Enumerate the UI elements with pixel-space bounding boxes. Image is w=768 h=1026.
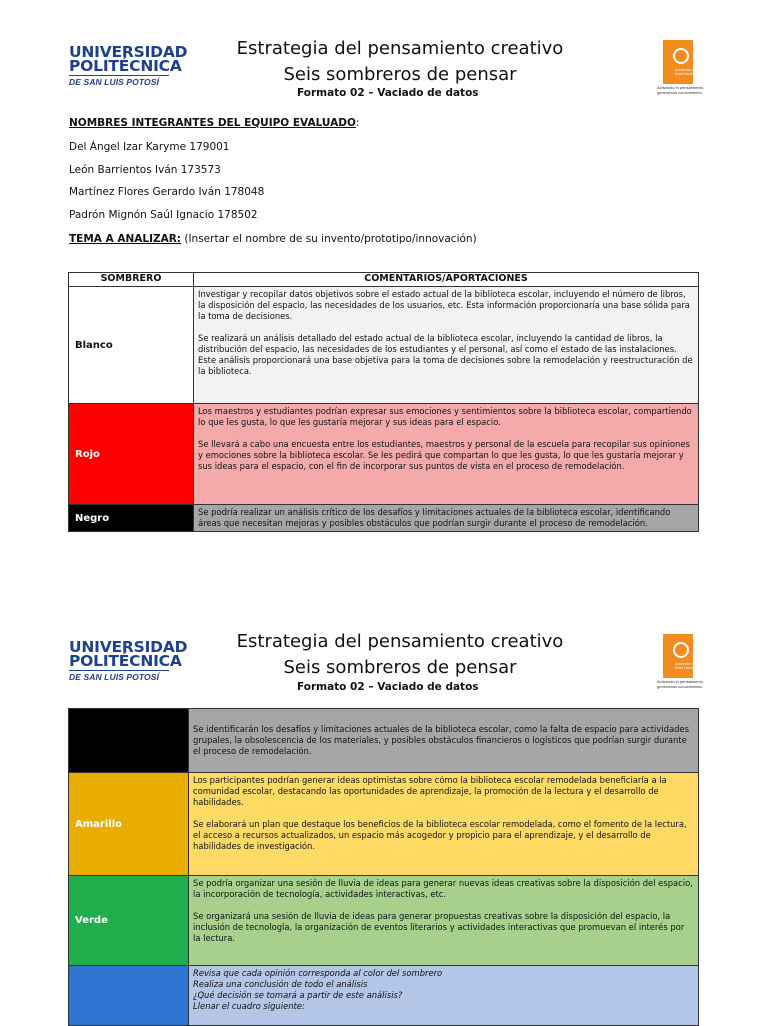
hat-red-comments xyxy=(194,404,699,505)
instruction-text: Revisa que cada opinión corresponda al color del sombrero xyxy=(193,968,443,978)
hat-yellow-comments xyxy=(189,773,699,876)
format-label: Formato 02 – Vaciado de datos xyxy=(297,681,479,693)
comment-text: Se podría realizar un análisis crítico de los desafíos y limitaciones actuales de la biblioteca escolar, identificando áreas que necesitan mejoras y posibles obstáculos que podrían surgir durante el proceso de remodelación. xyxy=(198,507,671,528)
page-subtitle: Seis sombreros de pensar xyxy=(283,657,517,678)
comment-text: Se llevará a cabo una encuesta entre los estudiantes, maestros y personal de la escuela para recopilar sus opiniones y emociones sobre la biblioteca escolar. Se les pedirá que compartan lo que les gusta, lo que les gustaría mejorar y sus ideas para el espacio, con el fin de incorporar sus puntos de vista en el proceso de remodelación. xyxy=(198,439,690,471)
comment-text: Se podría organizar una sesión de lluvia de ideas para generar nuevas ideas creativas sobre la disposición del espacio, la incorporación de tecnología, actividades interactivas, etc. xyxy=(193,878,693,899)
hat-black-label: Negro xyxy=(69,505,194,532)
academy-badge-text: Academia de Artes Diseño xyxy=(674,662,696,670)
team-member: Padrón Mignón Saúl Ignacio 178502 xyxy=(69,209,258,221)
university-line3: DE SAN LUIS POTOSÍ xyxy=(69,75,169,87)
page-2 xyxy=(0,596,768,1024)
table-row-blue xyxy=(69,966,699,1026)
page-title: Estrategia del pensamiento creativo xyxy=(236,631,564,652)
team-heading xyxy=(69,117,359,129)
team-member: Del Ángel Izar Karyme 179001 xyxy=(69,141,230,153)
hat-blue-comments xyxy=(189,966,699,1026)
comment-text: Los maestros y estudiantes podrían expresar sus emociones y sentimientos sobre la biblioteca escolar, compartiendo lo que les gusta, lo que les gustaría mejorar y sus ideas para el espacio. xyxy=(198,406,692,427)
university-line2: POLITÉCNICA xyxy=(69,652,182,670)
academy-caption: Activando el pensamiento, generamos conocimiento. xyxy=(657,679,704,689)
academy-badge xyxy=(663,40,696,84)
col-header-hat: SOMBRERO xyxy=(69,273,194,287)
hats-table-2 xyxy=(68,708,699,1026)
academy-badge-text: Academia de Artes Diseño xyxy=(674,68,696,76)
academy-caption: Activando el pensamiento, generamos conocimiento. xyxy=(657,85,704,95)
academy-badge xyxy=(663,634,696,678)
academy-logo xyxy=(657,634,707,694)
hat-white-label: Blanco xyxy=(69,287,194,404)
university-line1: UNIVERSIDAD xyxy=(69,638,188,656)
comment-text: Se realizará un análisis detallado del estado actual de la biblioteca escolar, incluyendo la cantidad de libros, la distribución del espacio, las necesidades de los estudiantes y el personal, así como el estado de las instalaciones. Este análisis proporcionará una base objetiva para la toma de decisiones sobre la remodelación y reestructuración de la biblioteca. xyxy=(198,333,693,376)
table-row-black xyxy=(69,505,699,532)
topic-value: (Insertar el nombre de su invento/prototipo/innovación) xyxy=(181,233,477,245)
hat-black-comments xyxy=(189,709,699,773)
table-row-black xyxy=(69,709,699,773)
table-row-red xyxy=(69,404,699,505)
table-row-white xyxy=(69,287,699,404)
comment-text: Se organizará una sesión de lluvia de ideas para generar propuestas creativas sobre la disposición del espacio, la inclusión de tecnología, la organización de eventos literarios y actividades interactivas que promuevan el interés por la lectura. xyxy=(193,911,685,943)
hat-green-label: Verde xyxy=(69,876,189,966)
hats-table-1 xyxy=(68,272,699,532)
instruction-text: Llenar el cuadro siguiente: xyxy=(193,1001,305,1011)
university-line2: POLITÉCNICA xyxy=(69,57,182,75)
comment-text: Se identificarán los desafíos y limitaciones actuales de la biblioteca escolar, como la falta de espacio para actividades grupales, la obsolescencia de los materiales, y posibles obstáculos financieros o logísticos que podrían surgir durante el proceso de remodelación. xyxy=(193,724,689,756)
topic-label: TEMA A ANALIZAR: xyxy=(69,233,182,245)
page-subtitle: Seis sombreros de pensar xyxy=(283,64,517,85)
hat-green-comments xyxy=(189,876,699,966)
team-heading-colon: : xyxy=(355,117,360,129)
table-header-row xyxy=(69,273,699,287)
sun-icon xyxy=(673,48,689,64)
sun-icon xyxy=(673,642,689,658)
team-heading-text: NOMBRES INTEGRANTES DEL EQUIPO EVALUADO xyxy=(69,117,356,129)
comment-text: Se elaborará un plan que destaque los beneficios de la biblioteca escolar remodelada, como el fomento de la lectura, el acceso a recursos actualizados, un espacio más acogedor y propicio para el aprendizaje, y el desarrollo de habilidades de investigación. xyxy=(193,819,687,851)
hat-red-label: Rojo xyxy=(69,404,194,505)
comment-text: Investigar y recopilar datos objetivos sobre el estado actual de la biblioteca escolar, incluyendo el número de libros, la disposición del espacio, las necesidades de los usuarios, etc. Esta información proporcionaría una base sólida para la toma de decisiones. xyxy=(198,289,690,321)
page-title: Estrategia del pensamiento creativo xyxy=(236,38,564,59)
comment-text: Los participantes podrían generar ideas optimistas sobre cómo la biblioteca escolar remodelada beneficiaría a la comunidad escolar, destacando las oportunidades de aprendizaje, la promoción de la lectura y el desarrollo de habilidades. xyxy=(193,775,667,807)
topic-line xyxy=(69,233,477,245)
hat-blue-label xyxy=(69,966,189,1026)
instruction-text: Realiza una conclusión de todo el análisis xyxy=(193,979,368,989)
hat-white-comments xyxy=(194,287,699,404)
team-member: Martínez Flores Gerardo Iván 178048 xyxy=(69,186,265,198)
table-row-green xyxy=(69,876,699,966)
hat-yellow-label: Amarillo xyxy=(69,773,189,876)
instruction-text: ¿Qué decisión se tomará a partir de este análisis? xyxy=(193,990,403,1000)
university-line1: UNIVERSIDAD xyxy=(69,43,188,61)
hat-black-label xyxy=(69,709,189,773)
col-header-comments: COMENTARIOS/APORTACIONES xyxy=(194,273,699,287)
hat-black-comments xyxy=(194,505,699,532)
team-member: León Barrientos Iván 173573 xyxy=(69,164,221,176)
table-row-yellow xyxy=(69,773,699,876)
university-line3: DE SAN LUIS POTOSÍ xyxy=(69,670,169,682)
format-label: Formato 02 – Vaciado de datos xyxy=(297,87,479,99)
academy-logo xyxy=(657,40,707,100)
